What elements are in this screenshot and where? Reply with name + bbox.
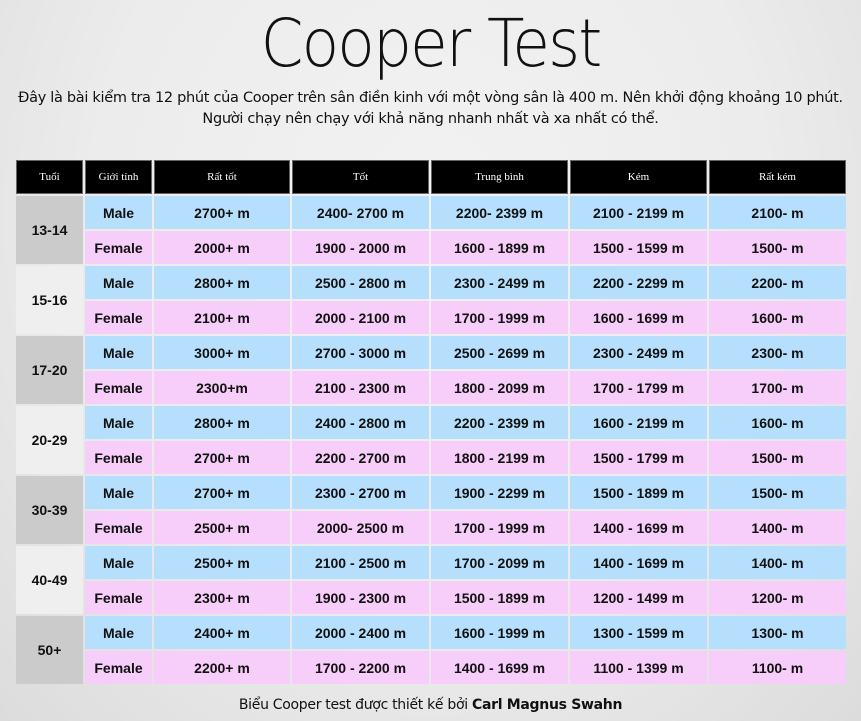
distance-cell: 2400+ m — [154, 616, 290, 649]
distance-cell: 1400 - 1699 m — [431, 651, 568, 684]
distance-cell: 1800 - 2199 m — [431, 441, 568, 474]
credit-author: Carl Magnus Swahn — [471, 697, 623, 713]
gender-cell: Female — [85, 511, 152, 544]
gender-cell: Male — [85, 546, 152, 579]
table-row-female — [16, 371, 846, 404]
age-cell: 17-20 — [16, 336, 83, 404]
gender-cell: Male — [85, 406, 152, 439]
distance-cell: 1700 - 1999 m — [431, 301, 568, 334]
cooper-table — [14, 158, 848, 686]
age-cell: 15-16 — [16, 266, 83, 334]
distance-cell: 1900 - 2000 m — [292, 231, 429, 264]
table-row-male — [16, 406, 846, 439]
distance-cell: 2700+ m — [154, 196, 290, 229]
gender-cell: Male — [85, 266, 152, 299]
age-cell: 13-14 — [16, 196, 83, 264]
distance-cell: 2200- m — [709, 266, 846, 299]
distance-cell: 1400 - 1699 m — [570, 511, 707, 544]
distance-cell: 2300+m — [154, 371, 290, 404]
distance-cell: 1800 - 2099 m — [431, 371, 568, 404]
table-row-female — [16, 441, 846, 474]
table-row-female — [16, 651, 846, 684]
description-line-1: Đây là bài kiểm tra 12 phút của Cooper trên sân điền kinh với một vòng sân là 400 m. Nên khởi động khoảng 10 phút. — [18, 90, 843, 106]
distance-cell: 2300+ m — [154, 581, 290, 614]
distance-cell: 1700 - 1799 m — [570, 371, 707, 404]
table-row-male — [16, 476, 846, 509]
gender-cell: Female — [85, 651, 152, 684]
header-very-poor: Rất kém — [709, 160, 846, 194]
distance-cell: 1300 - 1599 m — [570, 616, 707, 649]
distance-cell: 2800+ m — [154, 406, 290, 439]
table-row-female — [16, 581, 846, 614]
distance-cell: 1500- m — [709, 476, 846, 509]
credit — [0, 697, 861, 713]
table-row-male — [16, 266, 846, 299]
table-row-male — [16, 196, 846, 229]
description — [0, 88, 861, 130]
header-gender: Giới tính — [85, 160, 152, 194]
distance-cell: 1400- m — [709, 546, 846, 579]
distance-cell: 2100- m — [709, 196, 846, 229]
age-cell: 50+ — [16, 616, 83, 684]
distance-cell: 2500 - 2699 m — [431, 336, 568, 369]
table-row-male — [16, 616, 846, 649]
distance-cell: 2100 - 2300 m — [292, 371, 429, 404]
header-age: Tuổi — [16, 160, 83, 194]
gender-cell: Male — [85, 336, 152, 369]
header-excellent: Rất tốt — [154, 160, 290, 194]
distance-cell: 1400 - 1699 m — [570, 546, 707, 579]
gender-cell: Male — [85, 196, 152, 229]
table-row-female — [16, 511, 846, 544]
table-row-male — [16, 546, 846, 579]
distance-cell: 1600- m — [709, 301, 846, 334]
age-cell: 30-39 — [16, 476, 83, 544]
distance-cell: 1500 - 1599 m — [570, 231, 707, 264]
distance-cell: 1500 - 1899 m — [431, 581, 568, 614]
header-good: Tốt — [292, 160, 429, 194]
gender-cell: Female — [85, 371, 152, 404]
distance-cell: 2700 - 3000 m — [292, 336, 429, 369]
distance-cell: 1700- m — [709, 371, 846, 404]
distance-cell: 1500 - 1799 m — [570, 441, 707, 474]
distance-cell: 1400- m — [709, 511, 846, 544]
gender-cell: Female — [85, 581, 152, 614]
distance-cell: 1600 - 1899 m — [431, 231, 568, 264]
table-row-male — [16, 336, 846, 369]
description-line-2: Người chạy nên chạy với khả năng nhanh nhất và xa nhất có thể. — [202, 111, 659, 127]
gender-cell: Female — [85, 301, 152, 334]
distance-cell: 2000 - 2100 m — [292, 301, 429, 334]
distance-cell: 2400- 2700 m — [292, 196, 429, 229]
distance-cell: 1700 - 1999 m — [431, 511, 568, 544]
distance-cell: 1700 - 2099 m — [431, 546, 568, 579]
distance-cell: 2000 - 2400 m — [292, 616, 429, 649]
distance-cell: 1200- m — [709, 581, 846, 614]
gender-cell: Male — [85, 476, 152, 509]
gender-cell: Female — [85, 231, 152, 264]
distance-cell: 2300 - 2700 m — [292, 476, 429, 509]
credit-prefix: Biểu Cooper test được thiết kế bởi — [238, 697, 472, 713]
distance-cell: 1500- m — [709, 231, 846, 264]
distance-cell: 1500- m — [709, 441, 846, 474]
distance-cell: 1200 - 1499 m — [570, 581, 707, 614]
gender-cell: Male — [85, 616, 152, 649]
age-cell: 40-49 — [16, 546, 83, 614]
distance-cell: 1300- m — [709, 616, 846, 649]
distance-cell: 1100- m — [709, 651, 846, 684]
distance-cell: 2500+ m — [154, 511, 290, 544]
distance-cell: 2200 - 2399 m — [431, 406, 568, 439]
gender-cell: Female — [85, 441, 152, 474]
header-row — [16, 160, 846, 194]
distance-cell: 1700 - 2200 m — [292, 651, 429, 684]
distance-cell: 2300 - 2499 m — [431, 266, 568, 299]
distance-cell: 2100+ m — [154, 301, 290, 334]
distance-cell: 2200- 2399 m — [431, 196, 568, 229]
header-average: Trung bình — [431, 160, 568, 194]
distance-cell: 2300 - 2499 m — [570, 336, 707, 369]
distance-cell: 2000+ m — [154, 231, 290, 264]
distance-cell: 1600 - 2199 m — [570, 406, 707, 439]
distance-cell: 1900 - 2300 m — [292, 581, 429, 614]
distance-cell: 2300- m — [709, 336, 846, 369]
distance-cell: 3000+ m — [154, 336, 290, 369]
table-row-female — [16, 301, 846, 334]
distance-cell: 1600 - 1999 m — [431, 616, 568, 649]
distance-cell: 2000- 2500 m — [292, 511, 429, 544]
distance-cell: 2800+ m — [154, 266, 290, 299]
distance-cell: 2200 - 2299 m — [570, 266, 707, 299]
header-poor: Kém — [570, 160, 707, 194]
distance-cell: 1600- m — [709, 406, 846, 439]
age-cell: 20-29 — [16, 406, 83, 474]
distance-cell: 2200+ m — [154, 651, 290, 684]
distance-cell: 2700+ m — [154, 476, 290, 509]
distance-cell: 1100 - 1399 m — [570, 651, 707, 684]
table-row-female — [16, 231, 846, 264]
page-title: Cooper Test — [260, 5, 601, 82]
distance-cell: 1600 - 1699 m — [570, 301, 707, 334]
distance-cell: 2500 - 2800 m — [292, 266, 429, 299]
distance-cell: 2200 - 2700 m — [292, 441, 429, 474]
distance-cell: 2700+ m — [154, 441, 290, 474]
distance-cell: 2100 - 2500 m — [292, 546, 429, 579]
distance-cell: 1900 - 2299 m — [431, 476, 568, 509]
distance-cell: 1500 - 1899 m — [570, 476, 707, 509]
distance-cell: 2100 - 2199 m — [570, 196, 707, 229]
distance-cell: 2500+ m — [154, 546, 290, 579]
distance-cell: 2400 - 2800 m — [292, 406, 429, 439]
